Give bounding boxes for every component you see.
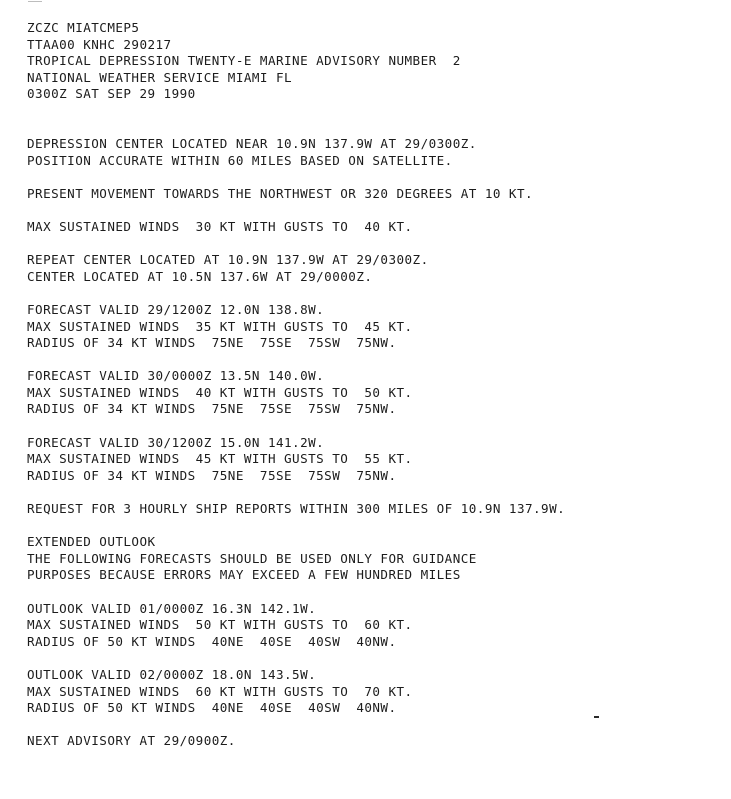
outlook-winds: MAX SUSTAINED WINDS 60 KT WITH GUSTS TO 70 KT. <box>27 683 413 699</box>
extended-outlook-note: PURPOSES BECAUSE ERRORS MAY EXCEED A FEW HUNDRED MILES <box>27 567 461 583</box>
next-advisory: NEXT ADVISORY AT 29/0900Z. <box>27 733 236 749</box>
forecast-radius: RADIUS OF 34 KT WINDS 75NE 75SE 75SW 75NW. <box>27 467 397 483</box>
forecast-winds: MAX SUSTAINED WINDS 40 KT WITH GUSTS TO 50 KT. <box>27 384 413 400</box>
extended-outlook-note: THE FOLLOWING FORECASTS SHOULD BE USED ONLY FOR GUIDANCE <box>27 550 477 566</box>
outlook-winds: MAX SUSTAINED WINDS 50 KT WITH GUSTS TO 60 KT. <box>27 617 413 633</box>
center-position: DEPRESSION CENTER LOCATED NEAR 10.9N 137.9W AT 29/0300Z. <box>27 135 477 151</box>
outlook-valid: OUTLOOK VALID 01/0000Z 16.3N 142.1W. <box>27 600 317 616</box>
prior-center: CENTER LOCATED AT 10.5N 137.6W AT 29/0000Z. <box>27 268 373 284</box>
outlook-valid: OUTLOOK VALID 02/0000Z 18.0N 143.5W. <box>27 666 317 682</box>
outlook-radius: RADIUS OF 50 KT WINDS 40NE 40SE 40SW 40NW. <box>27 700 397 716</box>
forecast-valid: FORECAST VALID 29/1200Z 12.0N 138.8W. <box>27 301 325 317</box>
forecast-winds: MAX SUSTAINED WINDS 45 KT WITH GUSTS TO 55 KT. <box>27 451 413 467</box>
forecast-winds: MAX SUSTAINED WINDS 35 KT WITH GUSTS TO 45 KT. <box>27 318 413 334</box>
forecast-valid: FORECAST VALID 30/1200Z 15.0N 141.2W. <box>27 434 325 450</box>
forecast-radius: RADIUS OF 34 KT WINDS 75NE 75SE 75SW 75NW. <box>27 335 397 351</box>
issue-time: 0300Z SAT SEP 29 1990 <box>27 86 196 102</box>
advisory-title: TROPICAL DEPRESSION TWENTY-E MARINE ADVISORY NUMBER 2 <box>27 53 461 69</box>
max-winds: MAX SUSTAINED WINDS 30 KT WITH GUSTS TO 40 KT. <box>27 218 413 234</box>
header-line: ZCZC MIATCMEP5 <box>27 20 140 35</box>
ship-report-request: REQUEST FOR 3 HOURLY SHIP REPORTS WITHIN 300 MILES OF 10.9N 137.9W. <box>27 501 566 517</box>
forecast-radius: RADIUS OF 34 KT WINDS 75NE 75SE 75SW 75NW. <box>27 401 397 417</box>
present-movement: PRESENT MOVEMENT TOWARDS THE NORTHWEST OR 320 DEGREES AT 10 KT. <box>27 185 534 201</box>
outlook-radius: RADIUS OF 50 KT WINDS 40NE 40SE 40SW 40NW. <box>27 633 397 649</box>
scan-speck <box>594 716 599 718</box>
advisory-text <box>27 20 565 750</box>
scan-artifact <box>28 0 42 2</box>
issuing-office: NATIONAL WEATHER SERVICE MIAMI FL <box>27 69 293 85</box>
extended-outlook-heading: EXTENDED OUTLOOK <box>27 534 156 550</box>
header-line: TTAA00 KNHC 290217 <box>27 36 172 52</box>
forecast-valid: FORECAST VALID 30/0000Z 13.5N 140.0W. <box>27 368 325 384</box>
repeat-center: REPEAT CENTER LOCATED AT 10.9N 137.9W AT 29/0300Z. <box>27 252 429 268</box>
position-accuracy: POSITION ACCURATE WITHIN 60 MILES BASED ON SATELLITE. <box>27 152 453 168</box>
